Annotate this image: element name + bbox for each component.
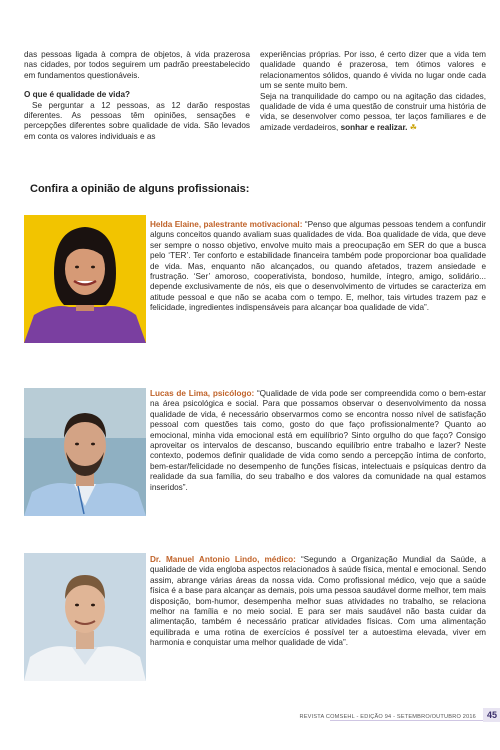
magazine-edition: REVISTA COMSEHL - EDIÇÃO 94 - SETEMBRO/OUTUBRO 2016: [299, 714, 476, 720]
testimonial-1: [150, 220, 486, 314]
answer-paragraph: Se perguntar a 12 pessoas, as 12 darão respostas diferentes. As pessoas têm opiniões, sensações e percepções diferentes sobre qualidade de vida. São levados em conta os valores individuais e as: [24, 100, 250, 141]
speaker-name: Helda Elaine, palestrante motivacional:: [150, 220, 303, 229]
right-column: [260, 50, 486, 133]
testimonial-2: [150, 389, 486, 493]
photo-lucas-de-lima: [24, 388, 146, 516]
section-title: Confira a opinião de alguns profissionais:: [30, 183, 250, 195]
construction-paragraph: [260, 92, 486, 134]
question-heading: O que é qualidade de vida?: [24, 90, 131, 100]
photo-helda-elaine: [24, 215, 146, 343]
construction-bold-text: sonhar e realizar.: [340, 122, 408, 132]
footer-divider: [330, 720, 495, 721]
photo-manuel-antonio-lindo: [24, 553, 146, 681]
testimonial-text: “Segundo a Organização Mundial da Saúde, a qualidade de vida engloba aspectos relacionados à saúde física, mental e emocional. Sendo assim, abrange várias áreas da nossa vida. Como profissional médico, vejo que a saúde física é a base para alcançar as demais, pois uma pessoa saudável dorme melhor, tem mais disposição, bom-humor, desempenha melhor suas atividades no trabalho, se relaciona melhor na família e no meio social. E para ser mais saudável não basta cuidar da alimentação, também é necessário praticar atividades físicas. Com uma alimentação equilibrada e uma rotina de exercícios é possível ter a autoestima elevada, viver em harmonia e conquistar uma melhor qualidade de vida”.: [150, 555, 486, 648]
experiences-paragraph: experiências próprias. Por isso, é certo dizer que a vida tem qualidade quando é prazerosa, tem ótimos valores e relacionamentos sólidos, quando é vivida no lugar onde cada um se sente muito bem.: [260, 50, 486, 91]
left-column: [24, 50, 250, 142]
dream-icon: ☘: [409, 122, 417, 132]
testimonial-text: “Qualidade de vida pode ser compreendida como o bem-estar na área psicológica e social. Para que possamos observar o desenvolvimento da nossa qualidade de vida, é necessário observarmos como se encontra nosso nível de satisfação pessoal com questões tais como, gosto do que faço profissionalmente? Quanto ao emocional, minha vida emocional está em equilíbrio? Sinto orgulho do que faço? Consigo aproveitar os intervalos de descanso, buscando equilíbrio entre trabalho e lazer? Neste contexto, podemos definir qualidade de vida como sendo a percepção íntima de conforto, bem-estar/felicidade no desempenho de funções físicas, intelectuais e psíquicas dentro da realidade da sua família, do seu trabalho e dos valores da comunidade na qual estamos inseridos”.: [150, 389, 486, 492]
testimonial-3: [150, 555, 486, 649]
intro-paragraph: das pessoas ligada à compra de objetos, à vida prazerosa nas cidades, por todos seguirem um padrão preestabelecido em fundamentos questionáveis.: [24, 50, 250, 80]
footer-magazine-info: [300, 714, 477, 720]
testimonial-text: “Penso que algumas pessoas tendem a confundir alguns conceitos quando avaliam suas qualidades de vida. Boa qualidade de vida, que deve ser sempre o nosso objetivo, envolve muito mais a preocupação em SER do que a busca pelo ‘TER’. Ter conforto e estabilidade financeira também pode proporcionar boa qualidade de vida. Mas, enquanto não alcançados, ou quando afetados, trazem ansiedade e frustração. ‘Ser’ amoroso, cooperativista, bondoso, humilde, íntegro, amigo, solidário... depende exclusivamente de nós, eis que o desenvolvimento de virtudes se caracteriza em atitude pessoal e que não se acaba com o tempo. E, melhor, tais virtudes trazem paz e felicidade, ingredientes indispensáveis para alcançar boa qualidade de vida”.: [150, 220, 486, 313]
construction-text: Seja na tranquilidade do campo ou na agitação das cidades, qualidade de vida é uma questão de construir uma história de vida, se desenvolver como pessoa, ter laços familiares e de amizade verdadeiros,: [260, 91, 486, 132]
speaker-name: Dr. Manuel Antonio Lindo, médico:: [150, 555, 296, 564]
page-number: 45: [483, 708, 500, 722]
speaker-name: Lucas de Lima, psicólogo:: [150, 389, 255, 398]
